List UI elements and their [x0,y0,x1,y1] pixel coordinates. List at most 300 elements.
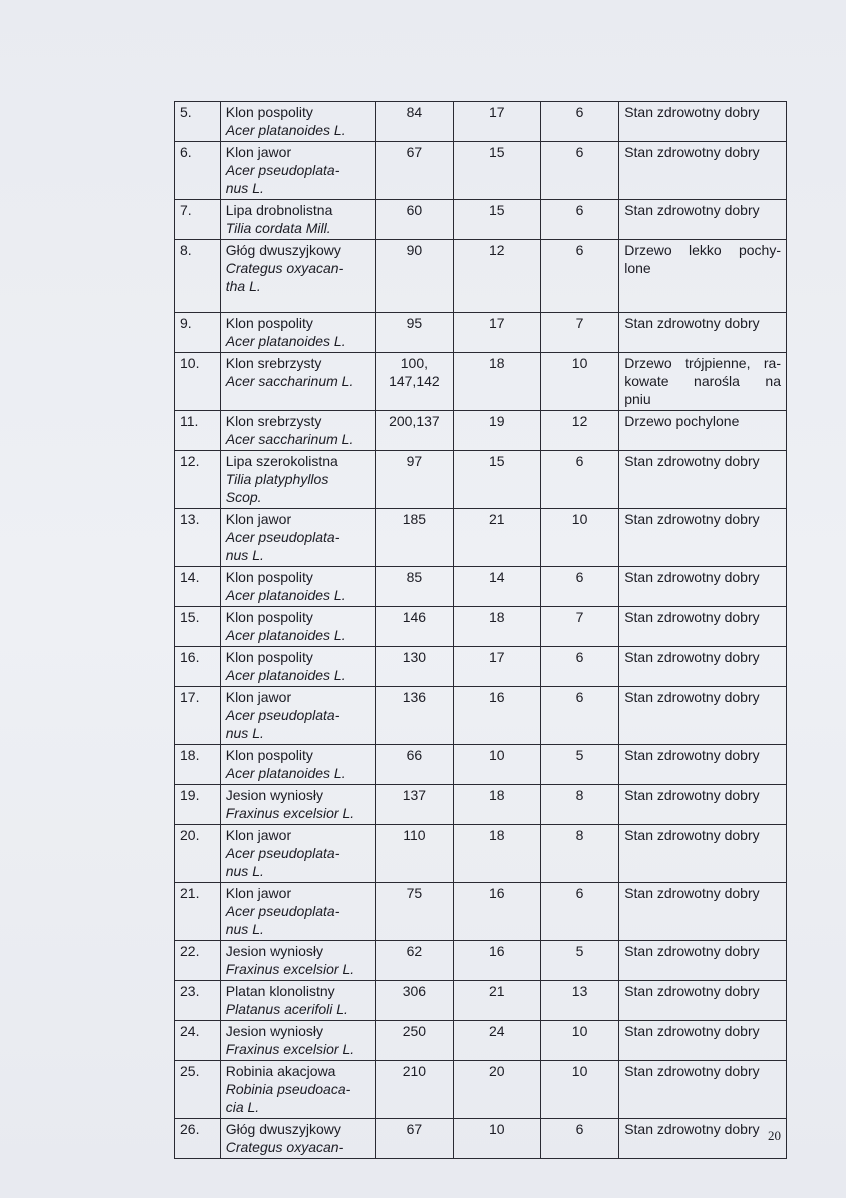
species-cell [220,785,376,825]
row-number-cell [175,353,221,411]
species-latin-name: Tilia platyphyllos [225,471,329,487]
crown-value: 10 [571,1063,588,1079]
circumference-cell [376,785,453,825]
height-cell [453,451,540,509]
condition-text: Stan zdrowotny dobry [624,649,760,665]
crown-cell [540,941,618,981]
condition-text: Stan zdrowotny dobry [624,453,760,469]
crown-value: 10 [571,355,588,371]
species-latin-name: Acer pseudoplata- [225,845,340,861]
row-number-cell [175,981,221,1021]
height-value: 18 [488,355,505,371]
circumference-value: 110 [403,827,426,843]
height-cell [453,509,540,567]
table-row [175,567,787,607]
height-value: 15 [488,144,505,160]
species-cell [220,647,376,687]
species-polish-name: Platan klonolistny [225,983,335,999]
tree-inventory-body [175,102,787,1159]
circumference-cell [376,981,453,1021]
table-row [175,509,787,567]
crown-cell [540,745,618,785]
crown-cell [540,1061,618,1119]
row-number: 13. [180,511,200,527]
height-value: 21 [488,983,505,999]
species-polish-name: Klon pospolity [225,315,313,331]
species-latin-name: Acer pseudoplata- [225,707,340,723]
table-row [175,102,787,142]
crown-cell [540,240,618,313]
species-cell [220,313,376,353]
condition-cell [619,745,787,785]
species-polish-name: Głóg dwuszyjkowy [225,1121,341,1137]
condition-text: Stan zdrowotny dobry [624,689,760,705]
circumference-value: 85 [406,569,423,585]
row-number-cell [175,745,221,785]
crown-value: 6 [575,689,584,705]
height-cell [453,1021,540,1061]
species-cell [220,607,376,647]
condition-cell [619,313,787,353]
condition-cell [619,941,787,981]
table-row [175,1061,787,1119]
crown-cell [540,785,618,825]
row-number: 11. [180,413,199,429]
crown-value: 6 [575,144,584,160]
height-cell [453,1061,540,1119]
row-number-cell [175,102,221,142]
circumference-value: 66 [406,747,423,763]
height-cell [453,240,540,313]
circumference-value: 210 [402,1063,427,1079]
row-number: 20. [180,827,200,843]
condition-cell [619,240,787,313]
condition-cell [619,687,787,745]
row-number: 26. [180,1121,200,1137]
condition-text: lone [624,260,651,276]
condition-cell [619,411,787,451]
table-row [175,200,787,240]
height-cell [453,411,540,451]
species-latin-name: tha L. [225,278,261,294]
crown-cell [540,353,618,411]
condition-cell [619,567,787,607]
species-polish-name: Lipa szerokolistna [225,453,338,469]
table-row [175,687,787,745]
row-number-cell [175,941,221,981]
row-number-cell [175,1021,221,1061]
species-latin-name: nus L. [225,863,264,879]
crown-cell [540,825,618,883]
species-polish-name: Jesion wyniosły [225,1023,323,1039]
condition-text: Stan zdrowotny dobry [624,315,760,331]
circumference-value: 200,137 [389,413,440,429]
circumference-cell [376,1021,453,1061]
species-polish-name: Robinia akacjowa [225,1063,336,1079]
species-cell [220,981,376,1021]
species-polish-name: Klon pospolity [225,104,313,120]
crown-cell [540,102,618,142]
row-number: 6. [180,144,192,160]
table-row [175,941,787,981]
circumference-cell [376,687,453,745]
species-polish-name: Lipa drobnolistna [225,202,333,218]
crown-cell [540,1119,618,1159]
crown-value: 6 [575,649,584,665]
row-number: 19. [180,787,200,803]
height-cell [453,941,540,981]
crown-value: 10 [571,511,588,527]
circumference-value: 67 [406,1121,423,1137]
species-latin-name: nus L. [225,547,264,563]
crown-value: 6 [575,104,584,120]
species-latin-name: nus L. [225,921,264,937]
species-latin-name: cia L. [225,1099,260,1115]
height-cell [453,567,540,607]
crown-cell [540,142,618,200]
height-value: 18 [488,609,505,625]
species-cell [220,883,376,941]
crown-value: 5 [575,943,584,959]
circumference-value: 95 [406,315,423,331]
crown-cell [540,313,618,353]
condition-cell [619,981,787,1021]
condition-text: Stan zdrowotny dobry [624,144,760,160]
crown-cell [540,451,618,509]
table-row [175,240,787,313]
table-row [175,411,787,451]
height-cell [453,981,540,1021]
height-cell [453,785,540,825]
circumference-cell [376,647,453,687]
species-latin-name: Acer saccharinum L. [225,373,354,389]
species-cell [220,1061,376,1119]
height-cell [453,200,540,240]
height-value: 20 [488,1063,505,1079]
row-number: 24. [180,1023,200,1039]
circumference-cell [376,825,453,883]
height-value: 16 [488,943,505,959]
condition-cell [619,509,787,567]
height-value: 18 [488,827,505,843]
species-polish-name: Jesion wyniosły [225,787,323,803]
circumference-cell [376,1119,453,1159]
condition-text: pniu [624,391,651,407]
circumference-cell [376,607,453,647]
circumference-value: 147,142 [389,373,440,389]
crown-cell [540,200,618,240]
condition-text: Stan zdrowotny dobry [624,104,760,120]
row-number: 21. [180,885,200,901]
height-value: 19 [488,413,505,429]
condition-cell [619,200,787,240]
circumference-value: 67 [406,144,423,160]
species-cell [220,1119,376,1159]
crown-value: 6 [575,1121,584,1137]
species-polish-name: Głóg dwuszyjkowy [225,242,341,258]
species-latin-name: nus L. [225,725,264,741]
species-cell [220,509,376,567]
circumference-value: 100, [400,355,429,371]
condition-text: Stan zdrowotny dobry [624,202,760,218]
crown-value: 7 [575,315,584,331]
circumference-value: 130 [402,649,427,665]
row-number-cell [175,825,221,883]
crown-value: 5 [575,747,584,763]
crown-value: 6 [575,242,584,258]
circumference-value: 90 [406,242,423,258]
table-row [175,981,787,1021]
circumference-cell [376,411,453,451]
circumference-cell [376,353,453,411]
row-number-cell [175,567,221,607]
species-polish-name: Klon pospolity [225,569,313,585]
species-latin-name: Tilia cordata Mill. [225,220,331,236]
species-latin-name: Crategus oxyacan- [225,260,344,276]
species-polish-name: Klon pospolity [225,747,313,763]
circumference-cell [376,567,453,607]
height-cell [453,313,540,353]
species-latin-name: Acer platanoides L. [225,667,346,683]
condition-cell [619,825,787,883]
height-value: 15 [488,202,505,218]
height-value: 18 [488,787,505,803]
row-number: 22. [180,943,200,959]
crown-cell [540,647,618,687]
species-latin-name: Scop. [225,489,262,505]
condition-text: Drzewo trójpienne, ra- [624,355,781,371]
crown-cell [540,411,618,451]
species-cell [220,687,376,745]
circumference-cell [376,883,453,941]
species-latin-name: Acer platanoides L. [225,122,346,138]
species-cell [220,200,376,240]
species-latin-name: nus L. [225,180,264,196]
height-value: 17 [488,649,505,665]
row-number: 5. [180,104,192,120]
condition-cell [619,1061,787,1119]
species-latin-name: Acer pseudoplata- [225,903,340,919]
row-number: 10. [180,355,200,371]
species-latin-name: Crategus oxyacan- [225,1139,344,1155]
height-value: 15 [488,453,505,469]
row-number-cell [175,240,221,313]
height-cell [453,607,540,647]
species-cell [220,451,376,509]
circumference-value: 137 [402,787,427,803]
table-row [175,785,787,825]
condition-cell [619,102,787,142]
circumference-cell [376,745,453,785]
species-cell [220,745,376,785]
condition-text: Stan zdrowotny dobry [624,511,760,527]
crown-value: 6 [575,202,584,218]
row-number: 15. [180,609,200,625]
circumference-value: 97 [406,453,423,469]
height-cell [453,353,540,411]
page-number: 20 [768,1128,781,1143]
crown-cell [540,567,618,607]
crown-value: 13 [571,983,588,999]
crown-value: 6 [575,885,584,901]
condition-text: Stan zdrowotny dobry [624,885,760,901]
condition-cell [619,353,787,411]
condition-text: Stan zdrowotny dobry [624,1023,760,1039]
species-polish-name: Klon jawor [225,885,292,901]
condition-text: Stan zdrowotny dobry [624,827,760,843]
species-polish-name: Klon srebrzysty [225,355,322,371]
species-polish-name: Klon pospolity [225,609,313,625]
circumference-cell [376,102,453,142]
condition-cell [619,785,787,825]
row-number: 14. [180,569,200,585]
row-number: 9. [180,315,192,331]
condition-text: Stan zdrowotny dobry [624,983,760,999]
species-latin-name: Fraxinus excelsior L. [225,961,355,977]
species-latin-name: Acer platanoides L. [225,587,346,603]
table-row [175,142,787,200]
crown-cell [540,509,618,567]
height-value: 10 [488,747,505,763]
height-value: 16 [488,689,505,705]
condition-text: Drzewo pochylone [624,413,740,429]
species-latin-name: Acer pseudoplata- [225,162,340,178]
species-cell [220,411,376,451]
table-row [175,825,787,883]
species-cell [220,240,376,313]
circumference-value: 84 [406,104,423,120]
crown-value: 6 [575,569,584,585]
circumference-value: 136 [402,689,427,705]
condition-text: Stan zdrowotny dobry [624,1121,760,1137]
condition-text: kowate narośla na [624,373,781,389]
condition-text: Stan zdrowotny dobry [624,1063,760,1079]
species-latin-name: Acer platanoides L. [225,333,346,349]
crown-cell [540,883,618,941]
crown-value: 8 [575,787,584,803]
row-number-cell [175,883,221,941]
species-latin-name: Acer platanoides L. [225,627,346,643]
row-number: 17. [180,689,200,705]
row-number-cell [175,687,221,745]
species-polish-name: Klon pospolity [225,649,313,665]
row-number-cell [175,411,221,451]
condition-text: Stan zdrowotny dobry [624,787,760,803]
height-cell [453,1119,540,1159]
table-row [175,353,787,411]
height-value: 17 [488,104,505,120]
row-number-cell [175,1119,221,1159]
condition-text: Stan zdrowotny dobry [624,609,760,625]
species-cell [220,941,376,981]
table-row [175,313,787,353]
crown-value: 8 [575,827,584,843]
height-value: 14 [488,569,505,585]
height-value: 17 [488,315,505,331]
row-number: 25. [180,1063,200,1079]
row-number-cell [175,200,221,240]
circumference-value: 60 [406,202,423,218]
circumference-value: 306 [402,983,427,999]
height-cell [453,647,540,687]
row-number-cell [175,142,221,200]
height-cell [453,102,540,142]
condition-text: Stan zdrowotny dobry [624,747,760,763]
crown-cell [540,687,618,745]
species-cell [220,102,376,142]
row-number-cell [175,607,221,647]
species-polish-name: Klon jawor [225,689,292,705]
species-latin-name: Fraxinus excelsior L. [225,1041,355,1057]
crown-cell [540,981,618,1021]
species-latin-name: Robinia pseudoaca- [225,1081,351,1097]
species-cell [220,567,376,607]
circumference-cell [376,1061,453,1119]
species-latin-name: Acer pseudoplata- [225,529,340,545]
circumference-cell [376,240,453,313]
height-value: 16 [488,885,505,901]
table-row [175,883,787,941]
crown-cell [540,1021,618,1061]
species-latin-name: Fraxinus excelsior L. [225,805,355,821]
row-number-cell [175,1061,221,1119]
circumference-value: 62 [406,943,423,959]
height-value: 24 [488,1023,505,1039]
circumference-value: 185 [402,511,427,527]
row-number-cell [175,313,221,353]
condition-cell [619,1021,787,1061]
row-number-cell [175,509,221,567]
row-number: 8. [180,242,192,258]
circumference-cell [376,509,453,567]
species-latin-name: Acer platanoides L. [225,765,346,781]
species-cell [220,1021,376,1061]
height-value: 10 [488,1121,505,1137]
circumference-cell [376,313,453,353]
table-row [175,745,787,785]
height-cell [453,883,540,941]
condition-cell [619,647,787,687]
table-row [175,607,787,647]
height-cell [453,745,540,785]
circumference-value: 146 [402,609,427,625]
height-value: 12 [488,242,505,258]
species-polish-name: Klon srebrzysty [225,413,322,429]
height-cell [453,825,540,883]
circumference-cell [376,200,453,240]
table-row [175,647,787,687]
table-row [175,451,787,509]
tree-inventory-table [174,101,787,1159]
row-number: 23. [180,983,200,999]
species-cell [220,142,376,200]
condition-cell [619,1119,787,1159]
circumference-cell [376,941,453,981]
crown-value: 10 [571,1023,588,1039]
condition-cell [619,451,787,509]
row-number: 16. [180,649,200,665]
height-value: 21 [488,511,505,527]
row-number-cell [175,647,221,687]
table-row [175,1021,787,1061]
species-polish-name: Klon jawor [225,144,292,160]
crown-value: 12 [571,413,588,429]
row-number: 7. [180,202,192,218]
species-latin-name: Platanus acerifoli L. [225,1001,348,1017]
circumference-cell [376,451,453,509]
row-number-cell [175,451,221,509]
condition-cell [619,883,787,941]
